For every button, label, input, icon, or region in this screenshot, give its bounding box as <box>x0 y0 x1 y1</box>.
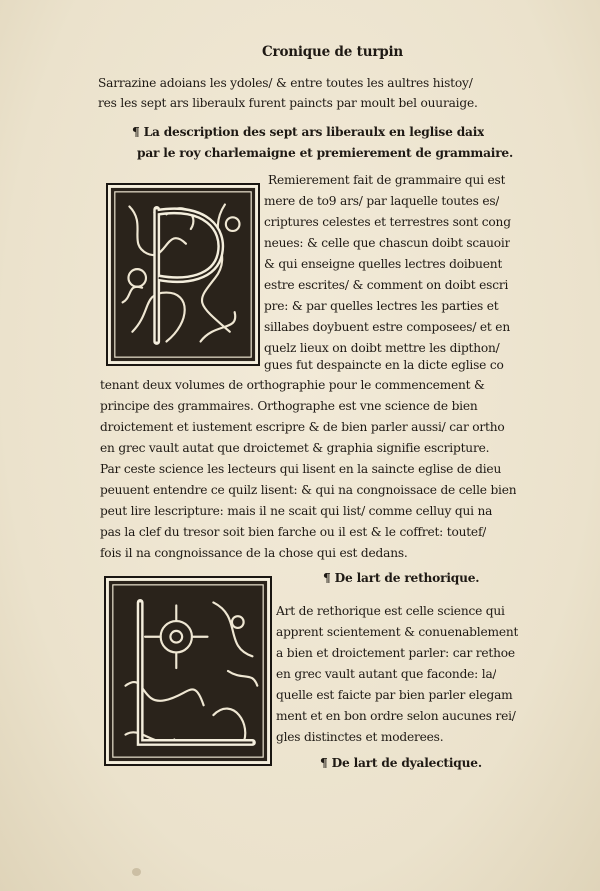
running-head: Cronique de turpin <box>262 44 404 60</box>
text-line: peuuent entendre ce quilz lisent: & qui na congnoissace de celle bien <box>100 483 517 497</box>
rubric-text: La description des sept ars liberaulx en leglise daix <box>143 125 485 139</box>
text-line: sillabes doybuent estre composees/ et en <box>264 320 510 334</box>
text-line: & qui enseigne quelles lectres doibuent <box>264 257 503 271</box>
text-line: quelz lieux on doibt mettre les dipthon/ <box>264 341 500 355</box>
rubric-text: De lart de rethorique. <box>334 571 480 585</box>
text-line: mere de to9 ars/ par laquelle toutes es/ <box>264 194 500 208</box>
ornamental-initial-p-icon <box>106 183 260 366</box>
paragraph-mark-icon: ¶ <box>132 125 140 139</box>
ink-spot <box>132 868 141 876</box>
rubric-heading <box>132 124 484 140</box>
text-line: pre: & par quelles lectres les parties et <box>264 299 499 313</box>
text-line: neues: & celle que chascun doibt scauoir <box>264 236 511 250</box>
paragraph-mark-icon: ¶ <box>320 756 328 770</box>
text-line: gues fut despaincte en la dicte eglise co <box>264 358 504 372</box>
text-line: en grec vault autat que droictemet & graphia signifie escripture. <box>100 441 490 455</box>
text-line: droictement et iustement escripre & de bien parler aussi/ car ortho <box>100 420 505 434</box>
text-line: fois il na congnoissance de la chose qui est dedans. <box>100 546 408 560</box>
text-line: ment et en bon ordre selon aucunes rei/ <box>276 709 516 723</box>
text-line: quelle est faicte par bien parler elegam <box>276 688 513 702</box>
text-line: estre escrites/ & comment on doibt escri <box>264 278 509 292</box>
rubric-heading <box>320 755 482 771</box>
text-line: gles distinctes et moderees. <box>276 730 444 744</box>
rubric-heading: par le roy charlemaigne et premierement de grammaire. <box>137 146 514 160</box>
rubric-text: De lart de dyalectique. <box>331 756 482 770</box>
text-line: Art de rethorique est celle science qui <box>276 604 505 618</box>
text-line: Par ceste science les lecteurs qui lisent en la saincte eglise de dieu <box>100 462 502 476</box>
text-line: Sarrazine adoians les ydoles/ & entre toutes les aultres histoy/ <box>98 76 473 90</box>
ornamental-initial-l-icon <box>104 576 272 766</box>
text-line: apprent scientement & conuenablement <box>276 625 519 639</box>
text-line: criptures celestes et terrestres sont cong <box>264 215 511 229</box>
text-line: peut lire lescripture: mais il ne scait qui list/ comme celluy qui na <box>100 504 493 518</box>
text-line: en grec vault autant que faconde: la/ <box>276 667 497 681</box>
text-line: tenant deux volumes de orthographie pour le commencement & <box>100 378 485 392</box>
text-line: res les sept ars liberaulx furent paincts par moult bel ouuraige. <box>98 96 478 110</box>
text-line: pas la clef du tresor soit bien farche ou il est & le coffret: toutef/ <box>100 525 487 539</box>
rubric-heading <box>323 570 479 586</box>
text-line: Remierement fait de grammaire qui est <box>268 173 506 187</box>
text-line: a bien et droictement parler: car rethoe <box>276 646 515 660</box>
paragraph-mark-icon: ¶ <box>323 571 331 585</box>
text-line: principe des grammaires. Orthographe est vne science de bien <box>100 399 478 413</box>
